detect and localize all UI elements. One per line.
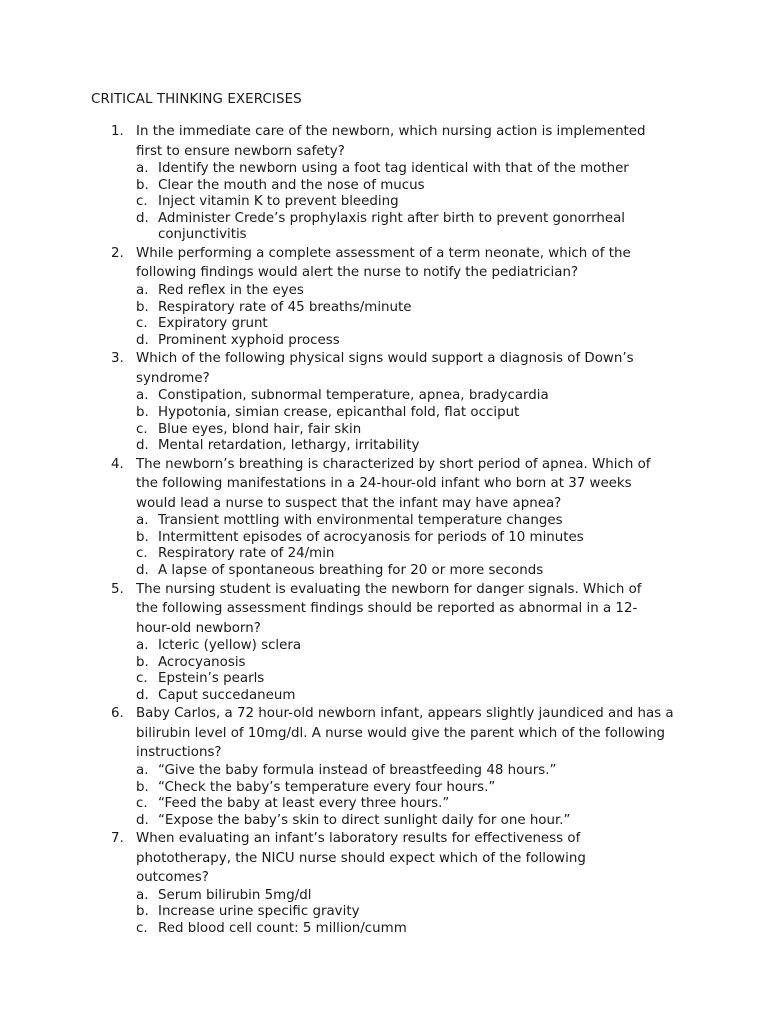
- option-b: [136, 299, 656, 317]
- question-text: When evaluating an infant’s laboratory results for effectiveness of phototherapy, the NICU nurse should expect which of the following outcomes?: [136, 831, 586, 886]
- question-7: [111, 829, 606, 937]
- option-letter: c.: [136, 546, 148, 562]
- option-text: Identify the newborn using a foot tag identical with that of the mother: [158, 161, 629, 176]
- option-letter: a.: [136, 282, 149, 298]
- option-text: Constipation, subnormal temperature, apnea, bradycardia: [158, 388, 549, 404]
- option-text: Serum bilirubin 5mg/dl: [158, 887, 312, 903]
- question-number: 2.: [111, 245, 124, 261]
- option-letter: d.: [136, 438, 149, 454]
- question-number: 6.: [111, 706, 124, 722]
- question-5: [111, 580, 661, 705]
- option-d: [136, 438, 666, 455]
- option-letter: a.: [136, 762, 149, 778]
- option-text: “Give the baby formula instead of breastfeeding 48 hours.”: [158, 762, 557, 778]
- option-c: [136, 421, 666, 439]
- question-number: 4.: [111, 456, 124, 472]
- option-a: [136, 388, 666, 405]
- question-3: [111, 349, 666, 454]
- option-c: [136, 796, 684, 813]
- question-text: The nursing student is evaluating the newborn for danger signals. Which of the following assessment findings should be reported as abnormal in a 12-hour-old newborn?: [136, 581, 642, 636]
- option-letter: c.: [136, 671, 148, 687]
- option-list: [136, 763, 684, 829]
- question-text: The newborn’s breathing is characterized by short period of apnea. Which of the following manifestations in a 24-hour-old infant who born at 37 weeks would lead a nurse to suspect that the infant may have apnea?: [136, 456, 651, 511]
- question-4: [111, 455, 671, 580]
- option-b: [136, 904, 606, 921]
- option-text: “Feed the baby at least every three hours.”: [158, 796, 450, 812]
- option-d: [136, 563, 671, 580]
- option-a: [136, 887, 606, 905]
- question-text: Baby Carlos, a 72 hour-old newborn infant, appears slightly jaundiced and has a bilirubin level of 10mg/dl. A nurse would give the parent which of the following instructions?: [136, 706, 674, 761]
- option-d: [136, 332, 656, 350]
- option-c: [136, 671, 661, 688]
- option-text: Icteric (yellow) sclera: [158, 638, 302, 654]
- option-c: [136, 194, 671, 211]
- option-text: Red blood cell count: 5 million/cumm: [158, 921, 407, 937]
- option-letter: b.: [136, 654, 149, 670]
- option-letter: b.: [136, 299, 149, 315]
- option-d: [136, 687, 661, 705]
- question-list: [0, 122, 768, 938]
- option-b: [136, 654, 661, 672]
- question-text: Which of the following physical signs would support a diagnosis of Down’s syndrome?: [136, 351, 634, 386]
- option-text: “Expose the baby’s skin to direct sunlight daily for one hour.”: [158, 812, 571, 828]
- option-letter: c.: [136, 796, 148, 812]
- option-c: [136, 316, 656, 333]
- option-text: Transient mottling with environmental temperature changes: [158, 513, 563, 529]
- option-b: [136, 404, 666, 422]
- option-b: [136, 779, 684, 797]
- question-number: 5.: [111, 581, 124, 597]
- option-text: Administer Crede’s prophylaxis right after birth to prevent gonorrheal conjunctivitis: [158, 210, 626, 243]
- option-letter: c.: [136, 421, 148, 437]
- option-text: Intermittent episodes of acrocyanosis for periods of 10 minutes: [158, 529, 584, 545]
- option-letter: d.: [136, 332, 149, 348]
- option-letter: b.: [136, 529, 149, 545]
- option-text: Prominent xyphoid process: [158, 332, 340, 348]
- option-list: [136, 888, 606, 938]
- question-number: 7.: [111, 831, 124, 847]
- option-letter: b.: [136, 779, 149, 795]
- option-text: Expiratory grunt: [158, 316, 268, 332]
- option-letter: a.: [136, 887, 149, 903]
- option-a: [136, 513, 671, 530]
- option-letter: b.: [136, 404, 149, 420]
- option-list: [136, 638, 661, 704]
- option-list: [136, 513, 671, 579]
- option-letter: a.: [136, 513, 149, 529]
- option-text: Respiratory rate of 24/min: [158, 546, 335, 562]
- question-2: [111, 244, 656, 349]
- option-text: Caput succedaneum: [158, 687, 296, 703]
- option-letter: d.: [136, 563, 149, 578]
- option-letter: b.: [136, 177, 149, 193]
- option-letter: b.: [136, 904, 149, 920]
- option-a: [136, 161, 671, 178]
- option-text: Hypotonia, simian crease, epicanthal fold, flat occiput: [158, 404, 520, 420]
- option-text: Acrocyanosis: [158, 654, 246, 670]
- option-letter: d.: [136, 687, 149, 703]
- option-list: [136, 161, 671, 244]
- option-text: Epstein’s pearls: [158, 671, 265, 687]
- option-a: [136, 762, 684, 780]
- option-text: Clear the mouth and the nose of mucus: [158, 177, 425, 193]
- option-d: [136, 210, 671, 244]
- option-text: Inject vitamin K to prevent bleeding: [158, 194, 399, 210]
- option-letter: a.: [136, 161, 149, 176]
- option-b: [136, 529, 671, 547]
- option-list: [136, 283, 656, 349]
- option-letter: d.: [136, 812, 149, 828]
- option-list: [136, 388, 666, 454]
- option-text: A lapse of spontaneous breathing for 20 or more seconds: [158, 563, 544, 578]
- question-number: 3.: [111, 351, 124, 367]
- question-text: While performing a complete assessment of a term neonate, which of the following findings would alert the nurse to notify the pediatrician?: [136, 245, 631, 281]
- option-letter: a.: [136, 388, 149, 404]
- option-d: [136, 812, 684, 830]
- option-c: [136, 546, 671, 563]
- page-title: CRITICAL THINKING EXERCISES: [91, 92, 302, 107]
- question-text: In the immediate care of the newborn, which nursing action is implemented first to ensure newborn safety?: [136, 124, 646, 159]
- option-text: Red reflex in the eyes: [158, 282, 304, 298]
- question-number: 1.: [111, 124, 124, 139]
- option-letter: c.: [136, 921, 148, 937]
- option-a: [136, 638, 661, 655]
- option-letter: d.: [136, 210, 149, 226]
- option-text: “Check the baby’s temperature every four hours.”: [158, 779, 496, 795]
- question-6: [111, 704, 684, 829]
- option-letter: c.: [136, 316, 148, 332]
- option-c: [136, 921, 606, 938]
- option-text: Increase urine specific gravity: [158, 904, 360, 920]
- question-1: [111, 122, 671, 244]
- option-letter: a.: [136, 638, 149, 654]
- option-text: Mental retardation, lethargy, irritability: [158, 438, 420, 454]
- option-letter: c.: [136, 194, 148, 210]
- option-b: [136, 177, 671, 195]
- option-text: Blue eyes, blond hair, fair skin: [158, 421, 362, 437]
- option-text: Respiratory rate of 45 breaths/minute: [158, 299, 412, 315]
- option-a: [136, 282, 656, 300]
